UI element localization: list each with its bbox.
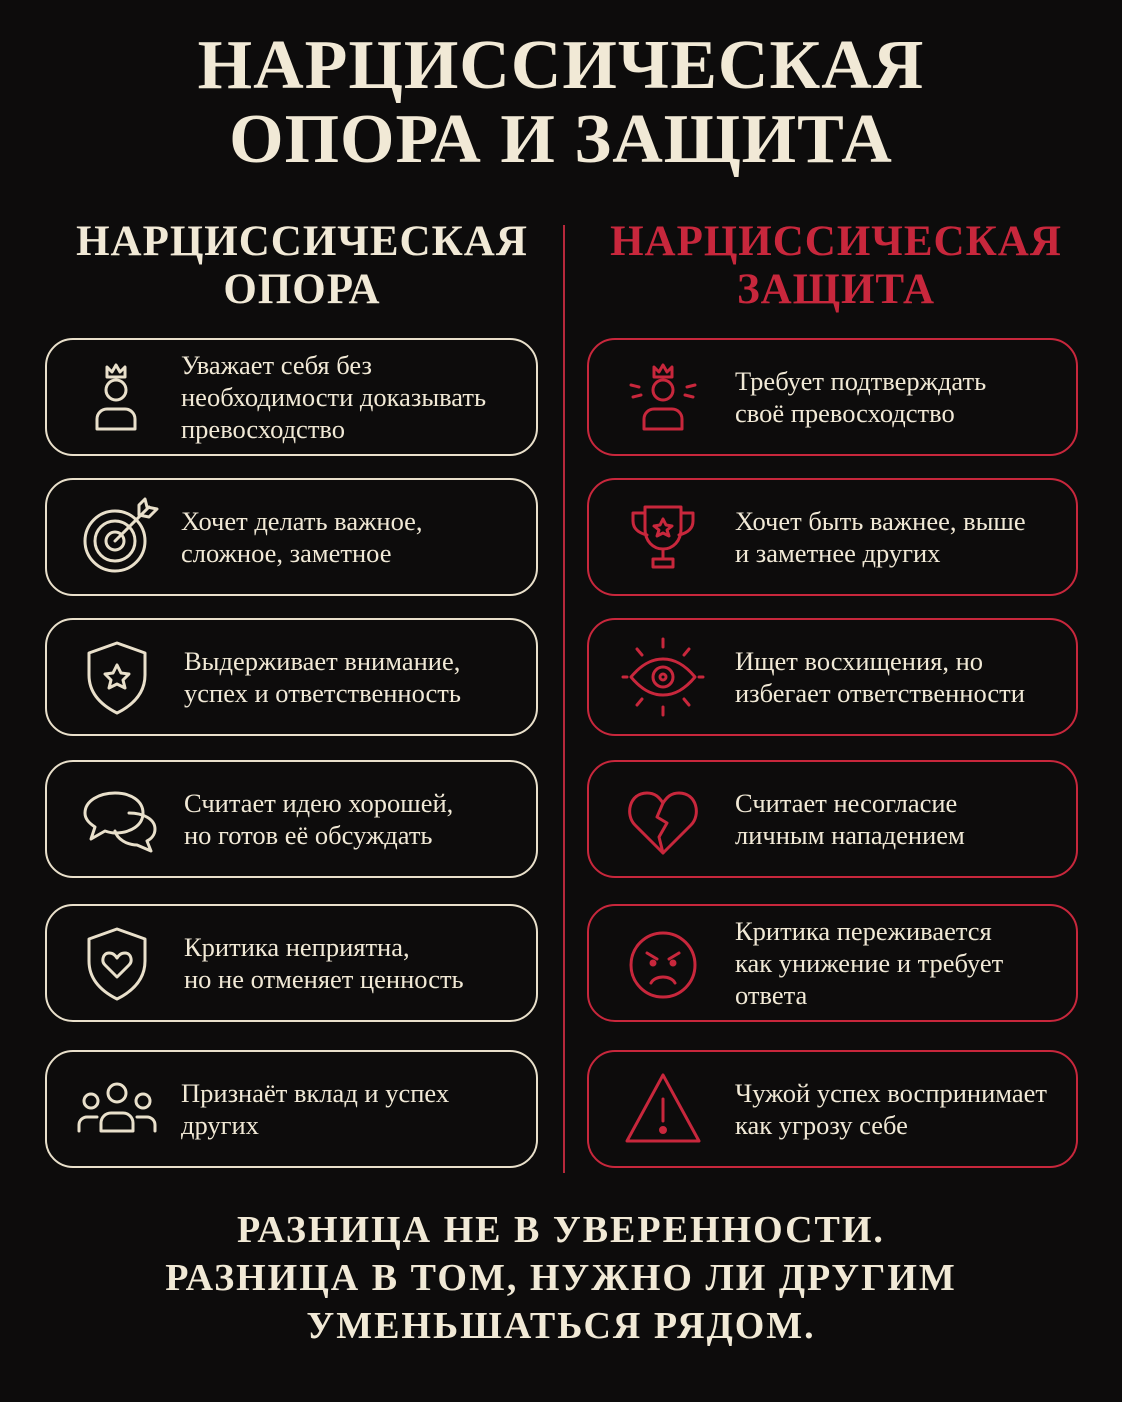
angry-face-icon [621,921,705,1005]
speech-bubbles-icon [77,777,161,861]
left-card-recognition [45,1050,538,1168]
star-shield-icon [77,635,161,719]
right-card-text-5: Критика переживается как унижение и требует ответа [735,916,1004,1010]
footer-line-2: РАЗНИЦА В ТОМ, НУЖНО ЛИ ДРУГИМ [165,1257,957,1299]
left-card-discussion [45,760,538,878]
target-arrow-icon [77,495,161,579]
left-card-text-6: Признаёт вклад и успех других [181,1078,450,1140]
warning-triangle-icon [621,1067,705,1151]
eye-rays-icon [621,635,705,719]
right-card-text-4: Считает несогласие личным нападением [735,788,965,850]
right-card-importance [587,478,1078,596]
column-divider [563,225,565,1173]
right-card-disagreement [587,760,1078,878]
crowned-person-rays-icon [621,355,705,439]
right-card-admiration [587,618,1078,736]
right-card-text-3: Ищет восхищения, но избегает ответственности [735,646,1025,708]
crowned-person-icon [74,355,158,439]
left-card-text-2: Хочет делать важное, сложное, заметное [181,506,423,568]
right-column-heading [590,218,1082,314]
right-card-text-6: Чужой успех воспринимает как угрозу себе [735,1078,1047,1140]
right-card-threat [587,1050,1078,1168]
left-card-criticism [45,904,538,1022]
left-heading-line-2: ОПОРА [223,266,381,313]
footer-line-1: РАЗНИЦА НЕ В УВЕРЕННОСТИ. [237,1209,885,1251]
left-card-text-1: Уважает себя без необходимости доказывать превосходство [181,350,487,444]
page-title-line-2: ОПОРА И ЗАЩИТА [229,101,893,178]
footer-line-3: УМЕНЬШАТЬСЯ РЯДОМ. [306,1305,816,1347]
page-title-line-1: НАРЦИССИЧЕСКАЯ [197,27,925,104]
left-card-text-5: Критика неприятна, но не отменяет ценность [184,932,464,994]
left-heading-line-1: НАРЦИССИЧЕСКАЯ [76,218,528,265]
left-column-heading [60,218,544,314]
heart-shield-icon [77,921,161,1005]
left-card-responsibility [45,618,538,736]
left-card-meaningful-work [45,478,538,596]
right-card-text-2: Хочет быть важнее, выше и заметнее других [735,506,1026,568]
left-card-text-4: Считает идею хорошей, но готов её обсуждать [184,788,454,850]
right-card-text-1: Требует подтверждать своё превосходство [735,366,987,428]
broken-heart-icon [621,777,705,861]
right-card-superiority [587,338,1078,456]
right-card-humiliation [587,904,1078,1022]
right-heading-line-2: ЗАЩИТА [736,266,935,313]
trophy-icon [621,495,705,579]
right-heading-line-1: НАРЦИССИЧЕСКАЯ [610,218,1062,265]
left-card-self-respect [45,338,538,456]
left-card-text-3: Выдерживает внимание, успех и ответственность [184,646,461,708]
group-people-icon [75,1067,159,1151]
